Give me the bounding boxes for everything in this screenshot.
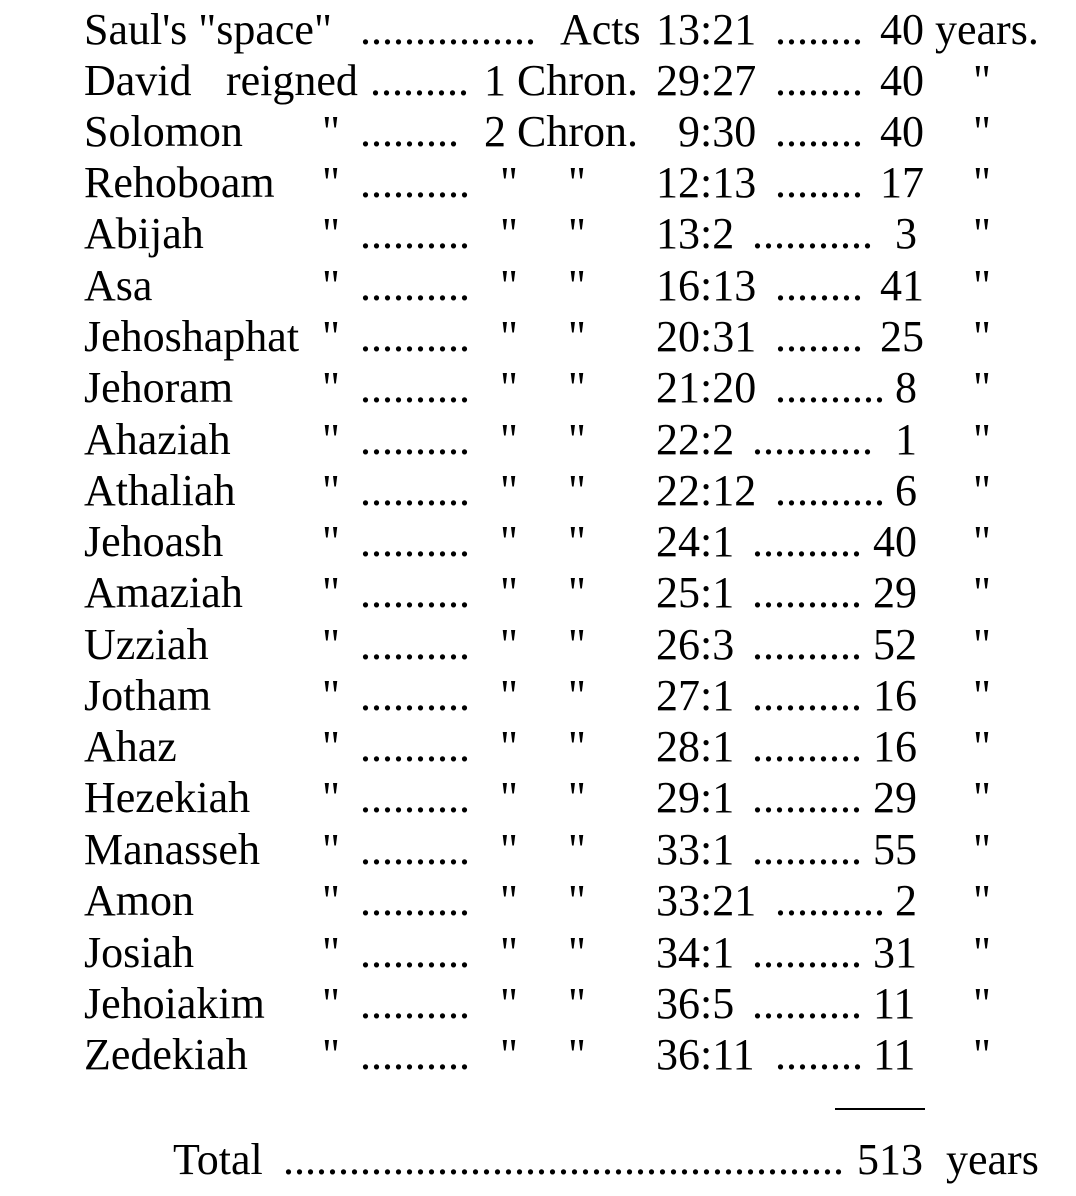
- ditto-mark: ": [500, 979, 518, 1028]
- king-name: Jehoshaphat: [84, 312, 300, 361]
- leader-dots: ........: [775, 158, 863, 207]
- ditto-mark: ": [322, 158, 340, 207]
- table-row: [0, 978, 1076, 1030]
- ditto-mark: ": [500, 363, 518, 412]
- king-name: Manasseh: [84, 825, 260, 874]
- chapter-verse: 13:2: [656, 209, 735, 258]
- years-value: 41: [880, 261, 924, 310]
- king-name: Ahaz: [84, 722, 177, 771]
- years-value: 40: [880, 56, 924, 105]
- table-row: [0, 1029, 1076, 1081]
- ditto-mark: ": [500, 312, 518, 361]
- ditto-mark: ": [500, 671, 518, 720]
- ditto-mark: ": [500, 876, 518, 925]
- ditto-mark: ": [973, 517, 991, 566]
- ditto-mark: ": [322, 466, 340, 515]
- ditto-mark: ": [568, 517, 586, 566]
- ditto-mark: ": [322, 620, 340, 669]
- book-ref: Acts: [560, 5, 641, 54]
- years-value: 16: [873, 671, 917, 720]
- ditto-mark: ": [568, 1030, 586, 1079]
- king-name: Ahaziah: [84, 415, 231, 464]
- years-value: 8: [895, 363, 917, 412]
- ditto-mark: ": [500, 209, 518, 258]
- years-value: 16: [873, 722, 917, 771]
- chapter-verse: 29:1: [656, 773, 735, 822]
- king-name: David: [84, 56, 192, 105]
- table-row: [0, 208, 1076, 260]
- ditto-mark: ": [973, 773, 991, 822]
- ditto-mark: ": [973, 209, 991, 258]
- years-value: 17: [880, 158, 924, 207]
- leader-dots: ..........: [360, 620, 470, 669]
- years-value: 40: [880, 5, 924, 54]
- chapter-verse: 36:11: [656, 1030, 755, 1079]
- ditto-mark: ": [973, 261, 991, 310]
- ditto-mark: ": [322, 261, 340, 310]
- ditto-mark: ": [500, 466, 518, 515]
- leader-dots: ..........: [752, 671, 862, 720]
- years-value: 31: [873, 928, 917, 977]
- ditto-mark: ": [568, 671, 586, 720]
- ditto-mark: ": [973, 620, 991, 669]
- years-value: 55: [873, 825, 917, 874]
- ditto-mark: ": [322, 312, 340, 361]
- king-name: Josiah: [84, 928, 194, 977]
- ditto-mark: ": [568, 876, 586, 925]
- ditto-mark: ": [500, 517, 518, 566]
- leader-dots: ........: [775, 56, 863, 105]
- ditto-mark: ": [568, 825, 586, 874]
- ditto-mark: ": [568, 158, 586, 207]
- leader-dots: ..........: [360, 312, 470, 361]
- ditto-mark: ": [500, 261, 518, 310]
- ditto-mark: ": [322, 107, 340, 156]
- king-name: Jehoash: [84, 517, 224, 566]
- table-row: [0, 875, 1076, 927]
- years-value: 40: [873, 517, 917, 566]
- chapter-verse: 33:1: [656, 825, 735, 874]
- ditto-mark: ": [568, 928, 586, 977]
- chapter-verse: 33:21: [656, 876, 757, 925]
- chapter-verse: 28:1: [656, 722, 735, 771]
- ditto-mark: ": [500, 620, 518, 669]
- ditto-mark: ": [322, 876, 340, 925]
- leader-dots: ..........: [360, 568, 470, 617]
- table-row: [0, 260, 1076, 312]
- king-name: Zedekiah: [84, 1030, 248, 1079]
- leader-dots: ..........: [360, 1030, 470, 1079]
- chapter-verse: 20:31: [656, 312, 757, 361]
- leader-dots: ..........: [360, 415, 470, 464]
- ditto-mark: ": [568, 979, 586, 1028]
- leader-dots: ..........: [752, 620, 862, 669]
- ditto-mark: ": [322, 773, 340, 822]
- leader-dots: ..........: [752, 825, 862, 874]
- years-value: 1: [895, 415, 917, 464]
- table-row: [0, 362, 1076, 414]
- years-unit: years.: [935, 5, 1039, 54]
- table-row: [0, 824, 1076, 876]
- chapter-verse: 29:27: [656, 56, 757, 105]
- ditto-mark: ": [500, 1030, 518, 1079]
- total-row: [0, 1134, 1076, 1186]
- king-name: Amaziah: [84, 568, 243, 617]
- years-value: 40: [880, 107, 924, 156]
- total-value: 513: [857, 1135, 923, 1184]
- years-value: 11: [873, 1030, 916, 1079]
- ditto-mark: ": [973, 876, 991, 925]
- leader-dots: ..........: [752, 979, 862, 1028]
- ditto-mark: ": [322, 979, 340, 1028]
- table-row: [0, 619, 1076, 671]
- ditto-mark: ": [973, 312, 991, 361]
- ditto-mark: ": [973, 415, 991, 464]
- verb-reigned: reigned: [226, 56, 358, 105]
- ditto-mark: ": [973, 107, 991, 156]
- ditto-mark: ": [568, 722, 586, 771]
- ditto-mark: ": [500, 568, 518, 617]
- chapter-verse: 16:13: [656, 261, 757, 310]
- ditto-mark: ": [322, 671, 340, 720]
- leader-dots: ..........: [360, 466, 470, 515]
- chapter-verse: 27:1: [656, 671, 735, 720]
- chapter-verse: 26:3: [656, 620, 735, 669]
- table-row: [0, 414, 1076, 466]
- table-row: [0, 157, 1076, 209]
- king-name: Athaliah: [84, 466, 236, 515]
- leader-dots: ..........: [775, 363, 885, 412]
- ditto-mark: ": [973, 363, 991, 412]
- leader-dots: ..........: [360, 209, 470, 258]
- ditto-mark: ": [973, 56, 991, 105]
- leader-dots: .........: [360, 107, 459, 156]
- leader-dots: ..........: [360, 825, 470, 874]
- king-name: Saul's "space": [84, 5, 332, 54]
- years-value: 29: [873, 568, 917, 617]
- leader-dots: .........: [370, 56, 469, 105]
- leader-dots: ...........: [752, 209, 873, 258]
- table-row: [0, 721, 1076, 773]
- king-name: Asa: [84, 261, 153, 310]
- years-value: 11: [873, 979, 916, 1028]
- leader-dots: ..........: [360, 722, 470, 771]
- ditto-mark: ": [500, 825, 518, 874]
- ditto-mark: ": [322, 928, 340, 977]
- leader-dots: ..........: [775, 876, 885, 925]
- table-row: [0, 311, 1076, 363]
- ditto-mark: ": [322, 415, 340, 464]
- chapter-verse: 13:21: [656, 5, 757, 54]
- chapter-verse: 24:1: [656, 517, 735, 566]
- leader-dots: ..........: [360, 876, 470, 925]
- king-name: Abijah: [84, 209, 204, 258]
- leader-dots: ........: [775, 1030, 863, 1079]
- king-name: Jotham: [84, 671, 212, 720]
- ditto-mark: ": [973, 466, 991, 515]
- table-row: [0, 106, 1076, 158]
- leader-dots: ..........: [752, 517, 862, 566]
- table-row: [0, 465, 1076, 517]
- king-name: Hezekiah: [84, 773, 251, 822]
- ditto-mark: ": [500, 158, 518, 207]
- chapter-verse: 9:30: [678, 107, 757, 156]
- ditto-mark: ": [568, 568, 586, 617]
- leader-dots: ..........: [360, 517, 470, 566]
- table-row: [0, 516, 1076, 568]
- leader-dots: ...........: [752, 415, 873, 464]
- ditto-mark: ": [500, 773, 518, 822]
- chapter-verse: 12:13: [656, 158, 757, 207]
- ditto-mark: ": [568, 312, 586, 361]
- sum-rule: [835, 1108, 925, 1110]
- ditto-mark: ": [973, 825, 991, 874]
- ditto-mark: ": [568, 620, 586, 669]
- ditto-mark: ": [973, 928, 991, 977]
- leader-dots: ..........: [360, 773, 470, 822]
- ditto-mark: ": [568, 209, 586, 258]
- ditto-mark: ": [568, 261, 586, 310]
- king-name: Solomon: [84, 107, 243, 156]
- leader-dots: ..........: [360, 363, 470, 412]
- ditto-mark: ": [973, 158, 991, 207]
- leader-dots: ........: [775, 5, 863, 54]
- king-name: Jehoiakim: [84, 979, 265, 1028]
- ditto-mark: ": [568, 363, 586, 412]
- ditto-mark: ": [322, 722, 340, 771]
- ditto-mark: ": [500, 722, 518, 771]
- years-value: 3: [895, 209, 917, 258]
- ditto-mark: ": [568, 466, 586, 515]
- leader-dots: ...................................................: [283, 1135, 844, 1184]
- ditto-mark: ": [322, 363, 340, 412]
- king-name: Uzziah: [84, 620, 209, 669]
- table-row: [0, 670, 1076, 722]
- ditto-mark: ": [322, 825, 340, 874]
- leader-dots: ..........: [360, 979, 470, 1028]
- chapter-verse: 25:1: [656, 568, 735, 617]
- ditto-mark: ": [568, 415, 586, 464]
- leader-dots: ..........: [752, 568, 862, 617]
- book-ref: 2 Chron.: [484, 107, 638, 156]
- leader-dots: ..........: [752, 928, 862, 977]
- ditto-mark: ": [322, 1030, 340, 1079]
- chapter-verse: 22:12: [656, 466, 757, 515]
- leader-dots: ..........: [360, 158, 470, 207]
- leader-dots: ................: [360, 5, 536, 54]
- table-row: [0, 4, 1076, 56]
- leader-dots: ........: [775, 312, 863, 361]
- leader-dots: ..........: [752, 722, 862, 771]
- king-name: Amon: [84, 876, 194, 925]
- leader-dots: ..........: [360, 671, 470, 720]
- book-ref: 1 Chron.: [484, 56, 638, 105]
- ditto-mark: ": [973, 722, 991, 771]
- ditto-mark: ": [322, 517, 340, 566]
- years-value: 25: [880, 312, 924, 361]
- total-label: Total: [173, 1135, 263, 1184]
- leader-dots: ..........: [775, 466, 885, 515]
- ditto-mark: ": [322, 568, 340, 617]
- king-name: Jehoram: [84, 363, 234, 412]
- leader-dots: ..........: [360, 261, 470, 310]
- ditto-mark: ": [973, 979, 991, 1028]
- chapter-verse: 34:1: [656, 928, 735, 977]
- leader-dots: ........: [775, 107, 863, 156]
- total-unit: years: [946, 1135, 1039, 1184]
- years-value: 29: [873, 773, 917, 822]
- leader-dots: ..........: [360, 928, 470, 977]
- ditto-mark: ": [973, 671, 991, 720]
- table-row: [0, 927, 1076, 979]
- chapter-verse: 36:5: [656, 979, 735, 1028]
- leader-dots: ........: [775, 261, 863, 310]
- ditto-mark: ": [322, 209, 340, 258]
- ditto-mark: ": [568, 773, 586, 822]
- table-row: [0, 55, 1076, 107]
- chapter-verse: 21:20: [656, 363, 757, 412]
- years-value: 6: [895, 466, 917, 515]
- years-value: 2: [895, 876, 917, 925]
- ditto-mark: ": [500, 928, 518, 977]
- ditto-mark: ": [500, 415, 518, 464]
- years-value: 52: [873, 620, 917, 669]
- chapter-verse: 22:2: [656, 415, 735, 464]
- ditto-mark: ": [973, 1030, 991, 1079]
- table-row: [0, 772, 1076, 824]
- leader-dots: ..........: [752, 773, 862, 822]
- ditto-mark: ": [973, 568, 991, 617]
- king-name: Rehoboam: [84, 158, 275, 207]
- table-row: [0, 567, 1076, 619]
